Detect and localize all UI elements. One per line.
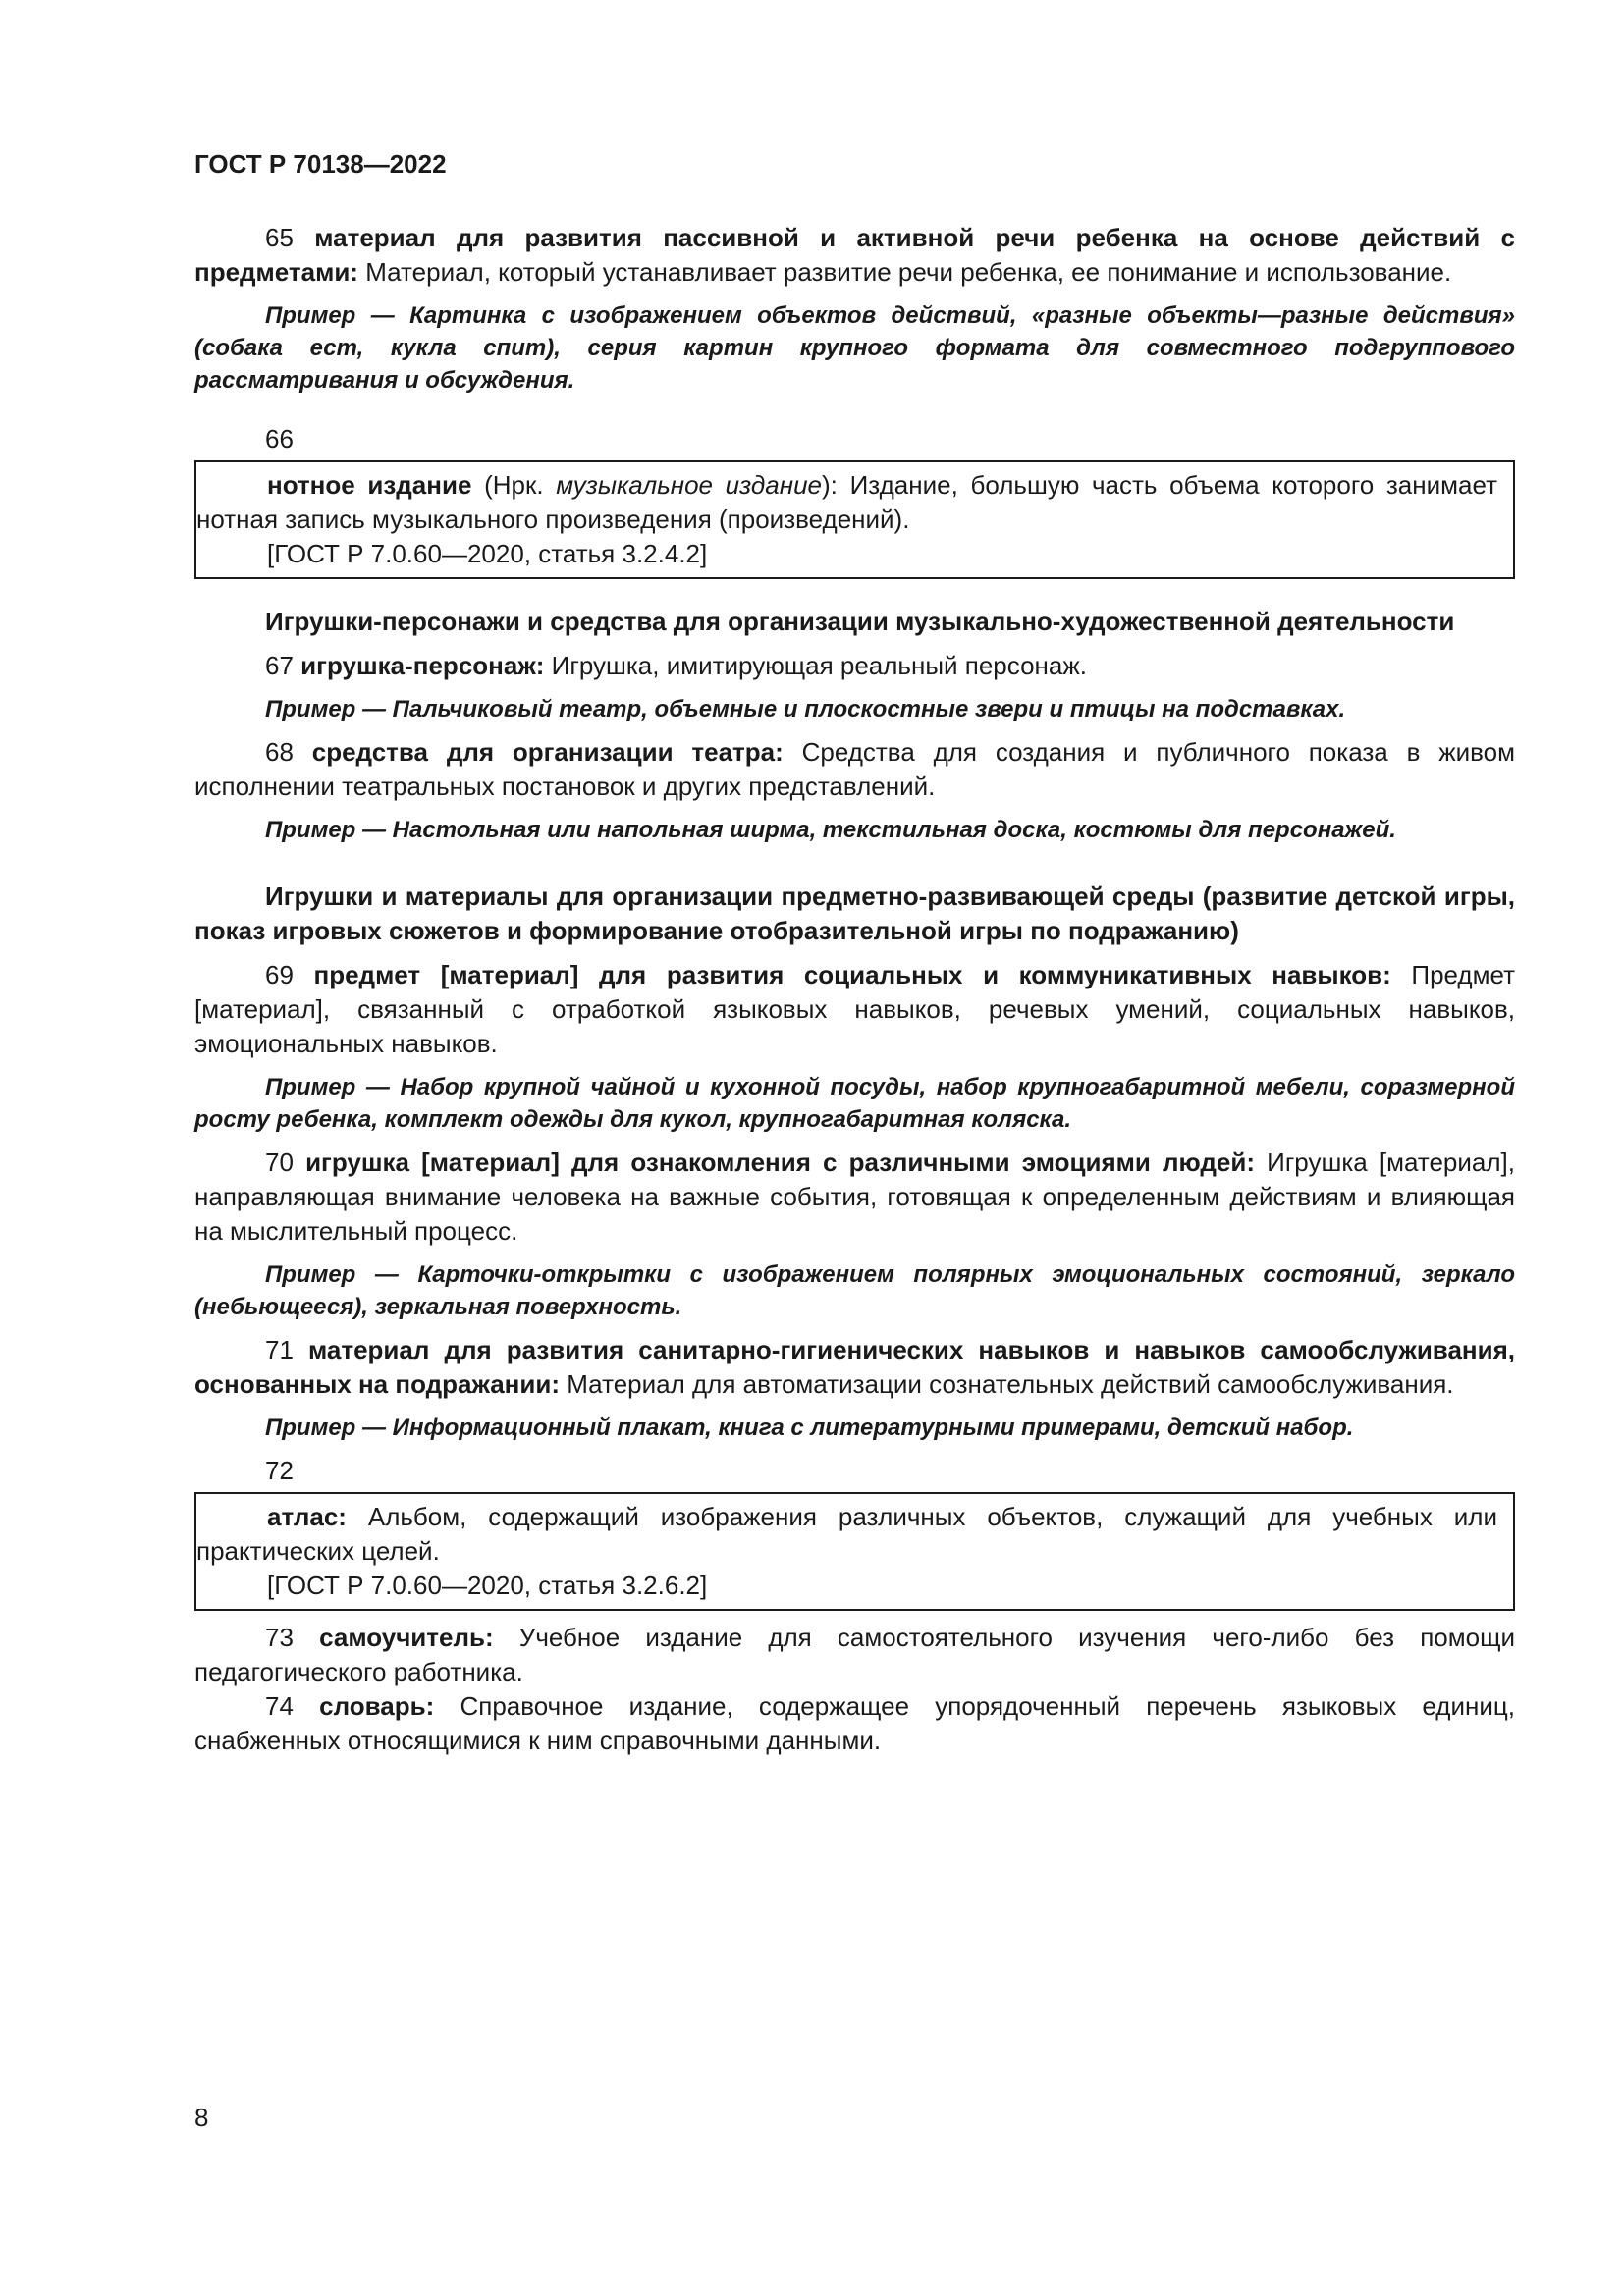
entry-deprecated-term: музыкальное издание: [556, 470, 822, 500]
entry-number: 71: [265, 1335, 294, 1364]
entry-73: [194, 1621, 1515, 1689]
entry-72-number: 72: [265, 1456, 294, 1485]
entry-67-example: Пример — Пальчиковый театр, объемные и плоскостные звери и птицы на подставках.: [265, 696, 1346, 722]
entry-definition: Материал, который устанавливает развитие речи ребенка, ее понимание и использование.: [365, 257, 1452, 287]
entry-number: 67: [265, 651, 294, 680]
entry-term: атлас:: [267, 1502, 347, 1531]
entry-66-box: [194, 460, 1515, 579]
entry-definition: Игрушка, имитирующая реальный персонаж.: [551, 651, 1087, 680]
entry-72-reference: [ГОСТ Р 7.0.60—2020, статья 3.2.6.2]: [267, 1571, 708, 1600]
entry-term: материал для развития пассивной и активной речи ребенка на основе действий с предметами:: [194, 223, 1515, 287]
entry-69-example: Пример — Набор крупной чайной и кухонной посуды, набор крупногабаритной мебели, соразмерной росту ребенка, комплект одежды для кукол, крупногабаритная коляска.: [194, 1074, 1515, 1133]
entry-70: [194, 1146, 1515, 1249]
entry-definition: Издание, большую часть объема которого занимает нотная запись музыкального произведения (произведений).: [196, 470, 1497, 534]
entry-term: игрушка [материал] для ознакомления с различными эмоциями людей:: [305, 1148, 1255, 1177]
entry-term: игрушка-персонаж:: [300, 651, 545, 680]
entry-definition: Материал для автоматизации сознательных действий самообслуживания.: [567, 1369, 1454, 1399]
entry-71-example: Пример — Информационный плакат, книга с литературными примерами, детский набор.: [265, 1415, 1354, 1441]
entry-definition: Альбом, содержащий изображения различных объектов, служащий для учебных или практических целей.: [196, 1502, 1497, 1566]
entry-number: 65: [265, 223, 294, 252]
entry-66: [196, 468, 1497, 537]
entry-number: 69: [265, 960, 294, 989]
entry-term: материал для развития санитарно-гигиенических навыков и навыков самообслуживания, основанных на подражании:: [194, 1335, 1515, 1399]
section-heading: Игрушки-персонажи и средства для организации музыкально-художественной деятельности: [265, 607, 1455, 636]
entry-66-number: 66: [265, 424, 294, 454]
entry-term: предмет [материал] для развития социальных и коммуникативных навыков:: [313, 960, 1391, 989]
entry-71: [194, 1333, 1515, 1402]
entry-65: [194, 221, 1515, 290]
document-body: [194, 221, 1515, 1758]
entry-65-example: Пример — Картинка с изображением объектов действий, «разные объекты—разные действия» (собака ест, кукла спит), серия картин крупного формата для совместного подгруппового рассматривания и обсуждения.: [194, 302, 1515, 394]
entry-term: самоучитель:: [319, 1623, 494, 1652]
entry-definition: Игрушка [материал], направляющая внимание человека на важные события, готовящая к определенным действиям и влияющая на мыслительный процесс.: [194, 1148, 1515, 1246]
entry-term: словарь:: [319, 1691, 435, 1721]
document-header: ГОСТ Р 70138—2022: [194, 149, 447, 179]
page-number: 8: [194, 2103, 209, 2132]
entry-70-example: Пример — Карточки-открытки с изображением полярных эмоциональных состояний, зеркало (небьющееся), зеркальная поверхность.: [194, 1261, 1515, 1320]
entry-number: 73: [265, 1623, 294, 1652]
entry-definition: Средства для создания и публичного показа в живом исполнении театральных постановок и других представлений.: [194, 737, 1515, 801]
entry-68: [194, 735, 1515, 804]
entry-72: [196, 1500, 1497, 1569]
entry-definition: Предмет [материал], связанный с отработкой языковых навыков, речевых умений, социальных навыков, эмоциональных навыков.: [194, 960, 1515, 1058]
entry-69: [194, 958, 1515, 1061]
entry-66-reference: [ГОСТ Р 7.0.60—2020, статья 3.2.4.2]: [267, 539, 708, 568]
entry-paren-open: (Нрк.: [484, 470, 544, 500]
entry-67: [194, 649, 1515, 683]
entry-74: [194, 1689, 1515, 1758]
entry-definition: Справочное издание, содержащее упорядоченный перечень языковых единиц, снабженных относящимися к ним справочными данными.: [194, 1691, 1516, 1755]
entry-72-box: [194, 1492, 1515, 1611]
entry-term: средства для организации театра:: [311, 737, 784, 767]
entry-number: 70: [265, 1148, 294, 1177]
entry-number: 68: [265, 737, 294, 767]
entry-paren-close: ):: [822, 470, 838, 500]
section-heading: Игрушки и материалы для организации предметно-развивающей среды (развитие детской игры, показ игровых сюжетов и формирование отобразительной игры по подражанию): [194, 881, 1515, 945]
entry-definition: Учебное издание для самостоятельного изучения чего-либо без помощи педагогического работника.: [194, 1623, 1515, 1686]
entry-term: нотное издание: [267, 470, 472, 500]
entry-68-example: Пример — Настольная или напольная ширма, текстильная доска, костюмы для персонажей.: [265, 817, 1396, 843]
entry-number: 74: [265, 1691, 294, 1721]
